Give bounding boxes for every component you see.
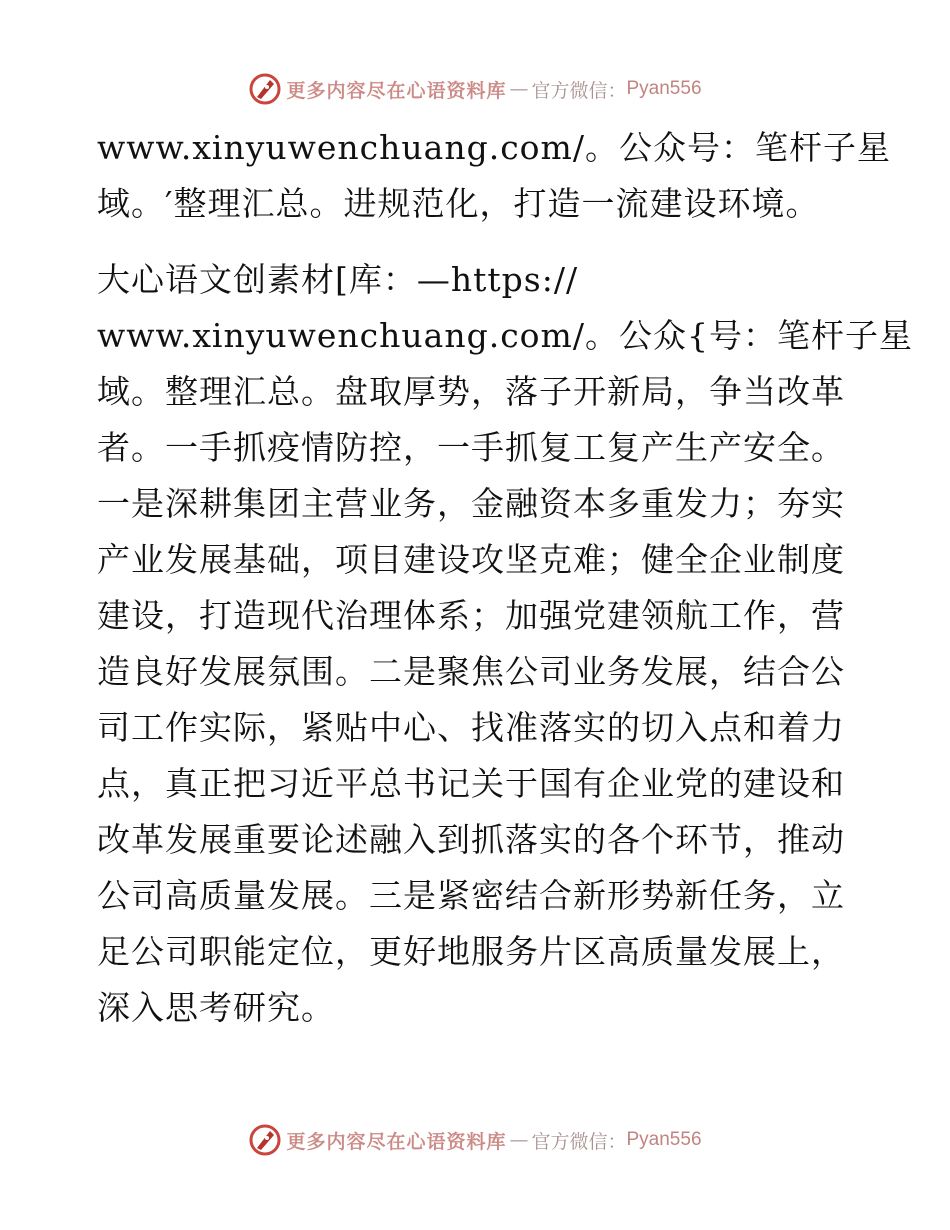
- paragraph-line: 一是深耕集团主营业务，金融资本多重发力；夯实: [97, 484, 845, 523]
- paragraph-line: 点，真正把习近平总书记关于国有企业党的建设和: [97, 764, 845, 803]
- footer-wechat-label: 官方微信：: [531, 1130, 627, 1153]
- footer-wechat-id: Pyan556: [626, 1129, 702, 1150]
- paragraph-line: 建设，打造现代治理体系；加强党建领航工作，营: [97, 596, 845, 635]
- page-header: [0, 72, 950, 106]
- header-brand-text: 更多内容尽在心语资料库: [286, 79, 507, 102]
- paragraph-line: 造良好发展氛围。二是聚焦公司业务发展，结合公: [97, 652, 845, 691]
- pen-nib-logo-icon: [248, 72, 282, 106]
- paragraph-line: 改革发展重要论述融入到抓落实的各个环节，推动: [97, 820, 845, 859]
- header-separator: —: [509, 78, 529, 100]
- paragraph-line: 司工作实际，紧贴中心、找准落实的切入点和着力: [97, 708, 845, 747]
- paragraph-line: 产业发展基础，项目建设攻坚克难；健全企业制度: [97, 540, 845, 579]
- paragraph-line: www.xinyuwenchuang.com/。公众号：笔杆子星: [97, 128, 891, 167]
- header-wechat-label: 官方微信：: [531, 79, 627, 102]
- paragraph-line: 公司高质量发展。三是紧密结合新形势新任务，立: [97, 876, 845, 915]
- header-wechat-id: Pyan556: [626, 78, 702, 99]
- paragraph-line: 大心语文创素材[库：—https://: [97, 260, 579, 299]
- paragraph-line: 深入思考研究。: [97, 988, 335, 1027]
- paragraph-line: www.xinyuwenchuang.com/。公众{号：笔杆子星: [97, 316, 913, 355]
- footer-separator: —: [509, 1129, 529, 1151]
- paragraph-line: 域。′整理汇总。进规范化，打造一流建设环境。: [97, 184, 820, 223]
- page-footer: [0, 1123, 950, 1157]
- paragraph-1: [97, 120, 891, 232]
- paragraph-line: 域。整理汇总。盘取厚势，落子开新局，争当改革: [97, 372, 845, 411]
- paragraph-line: 足公司职能定位，更好地服务片区高质量发展上，: [97, 932, 845, 971]
- paragraph-2: [97, 252, 913, 1036]
- pen-nib-logo-icon: [248, 1123, 282, 1157]
- paragraph-line: 者。一手抓疫情防控，一手抓复工复产生产安全。: [97, 428, 845, 467]
- footer-brand-text: 更多内容尽在心语资料库: [286, 1130, 507, 1153]
